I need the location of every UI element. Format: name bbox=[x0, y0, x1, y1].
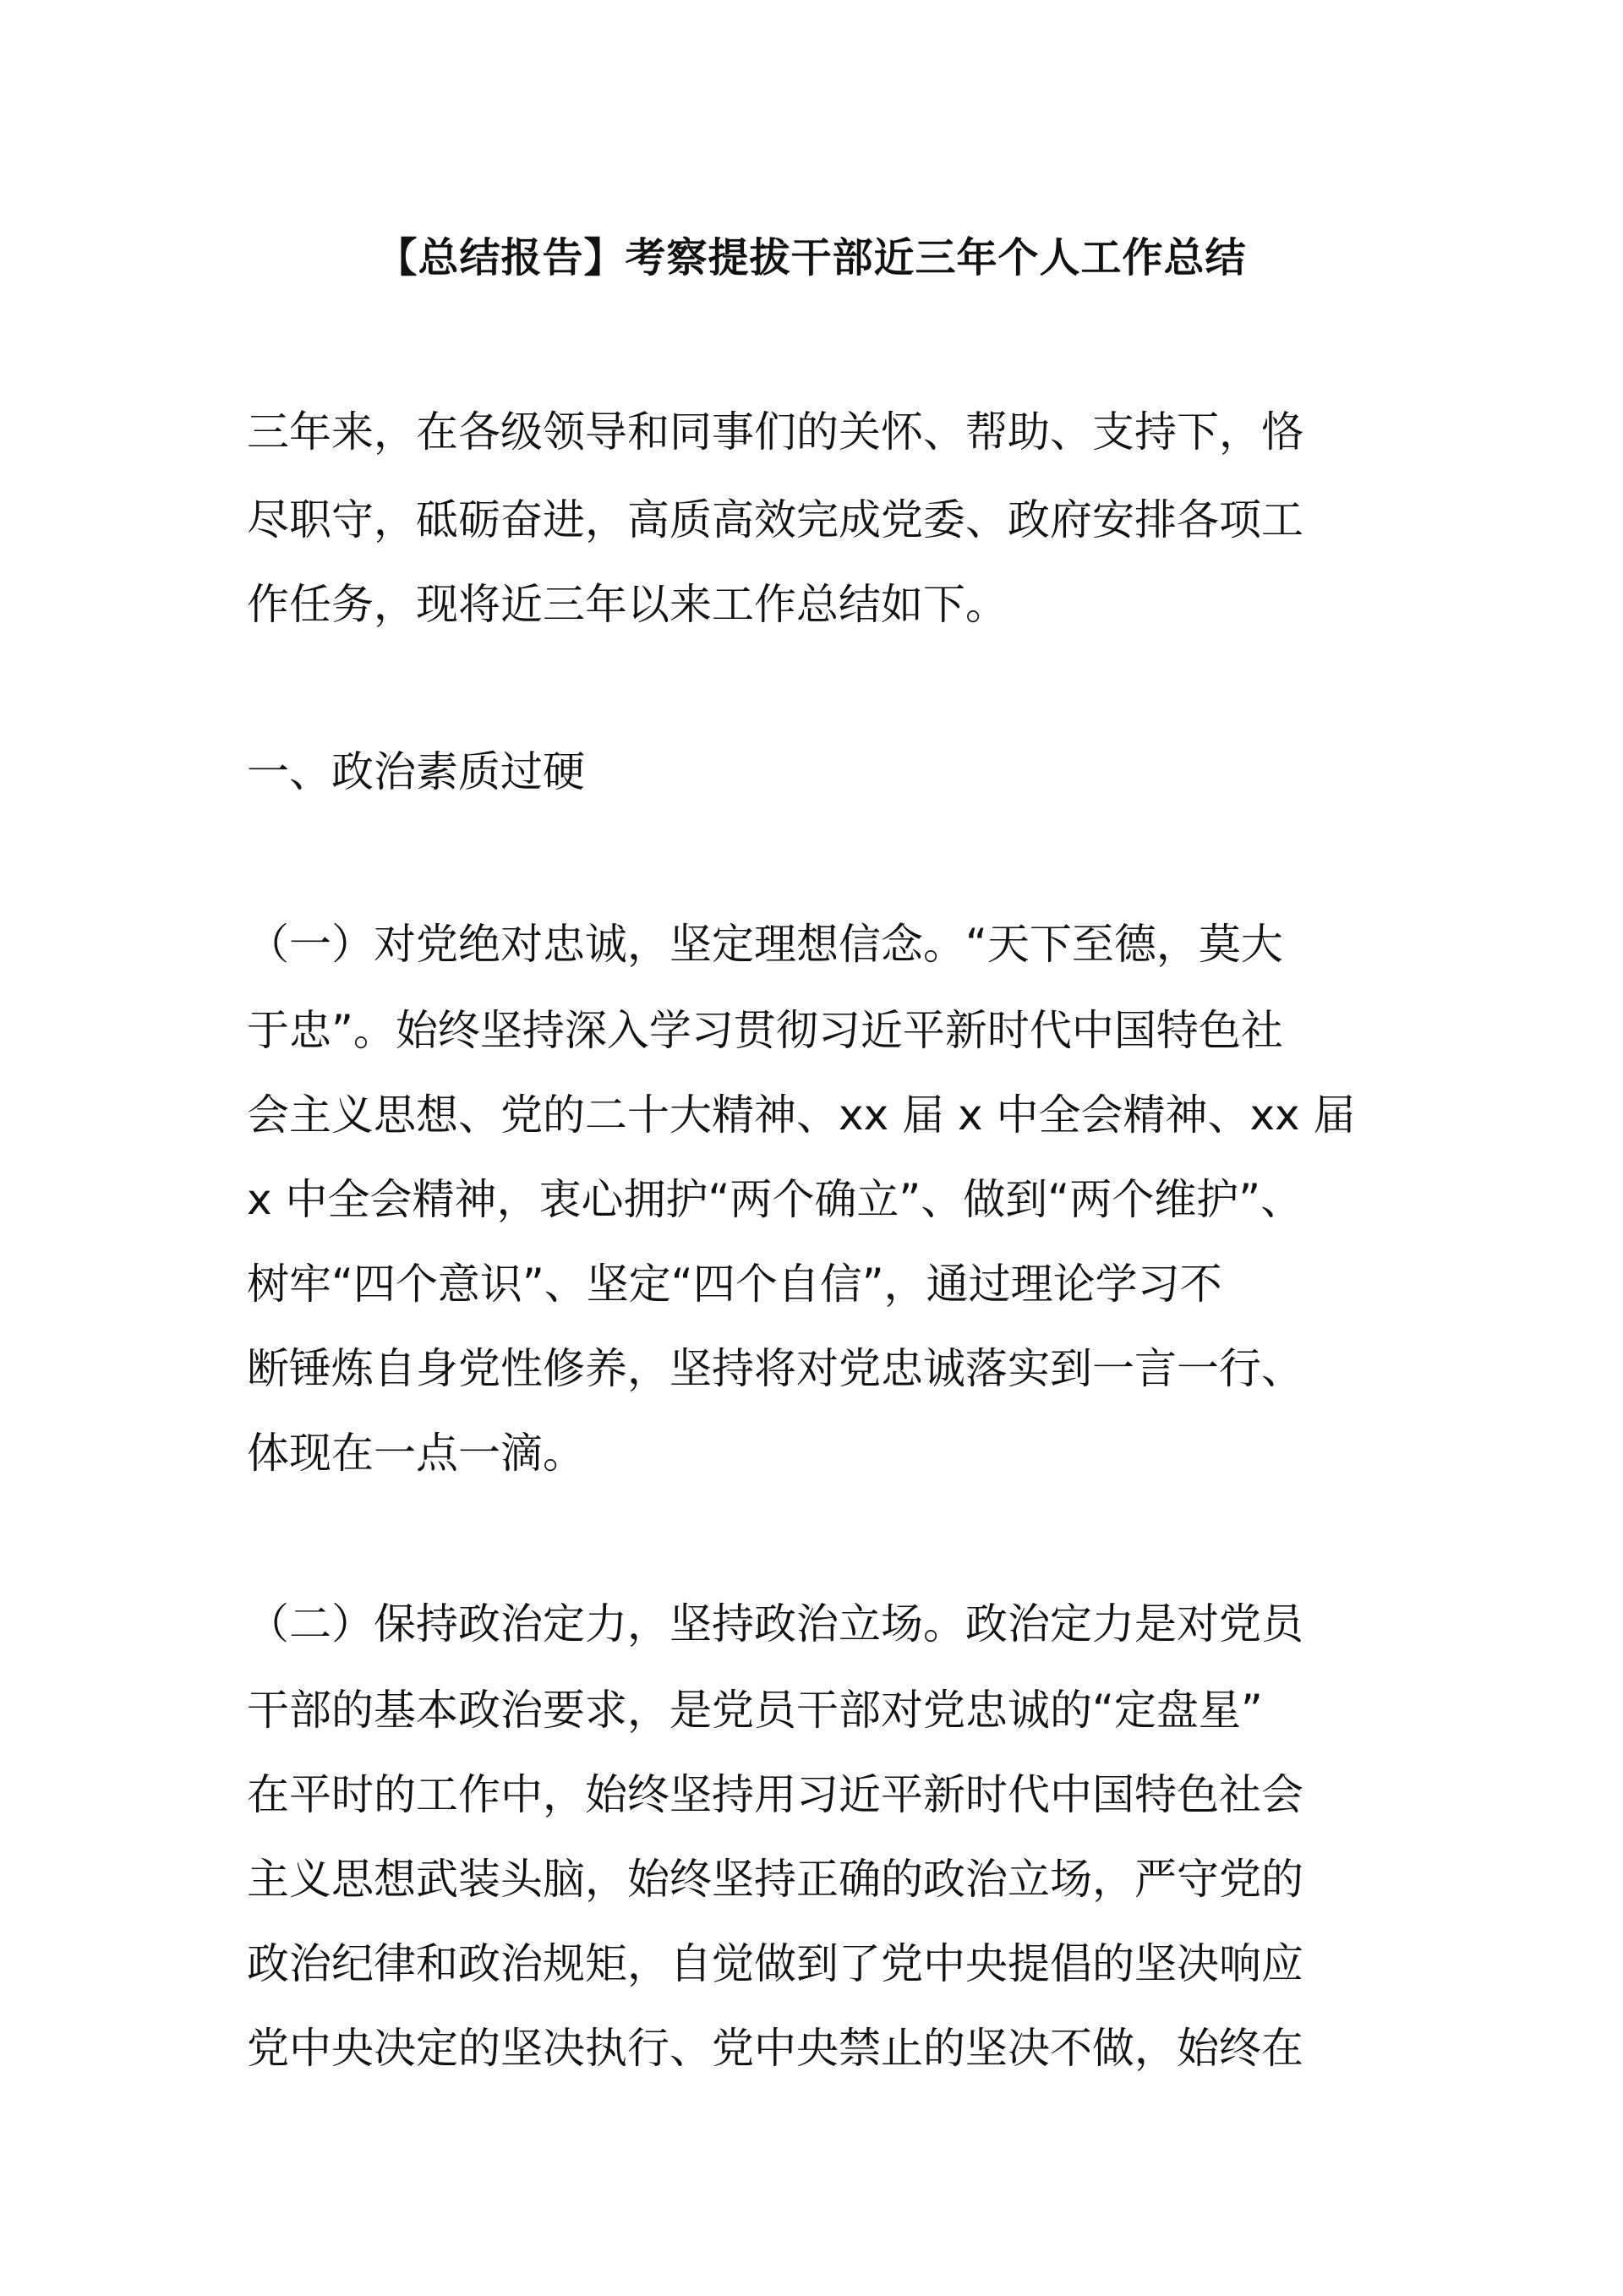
para1-line-5: 树牢“四个意识”、坚定“四个自信”，通过理论学习不 bbox=[247, 1260, 1222, 1309]
para2-line-3: 在平时的工作中，始终坚持用习近平新时代中国特色社会 bbox=[247, 1770, 1303, 1819]
intro-line-1: 三年来，在各级领导和同事们的关怀、帮助、支持下，恪 bbox=[247, 407, 1303, 456]
para2-line-6: 党中央决定的坚决执行、党中央禁止的坚决不做，始终在 bbox=[247, 2024, 1303, 2073]
intro-line-3: 作任务，现将近三年以来工作总结如下。 bbox=[247, 580, 1008, 629]
intro-line-2: 尽职守，砥砺奋进，高质高效完成党委、政府安排各项工 bbox=[247, 495, 1303, 544]
para1-line-6: 断锤炼自身党性修养，坚持将对党忠诚落实到一言一行、 bbox=[247, 1344, 1303, 1393]
para2-line-5: 政治纪律和政治规矩，自觉做到了党中央提倡的坚决响应 bbox=[247, 1939, 1303, 1988]
para2-line-1: （二）保持政治定力，坚持政治立场。政治定力是对党员 bbox=[247, 1599, 1303, 1648]
section-heading-1: 一、政治素质过硬 bbox=[247, 747, 585, 796]
para1-line-3: 会主义思想、党的二十大精神、xx 届 x 中全会精神、xx 届 bbox=[247, 1091, 1356, 1140]
para1-line-2: 于忠”。始终坚持深入学习贯彻习近平新时代中国特色社 bbox=[247, 1006, 1283, 1055]
para2-line-2: 干部的基本政治要求，是党员干部对党忠诚的“定盘星” bbox=[247, 1686, 1263, 1735]
para2-line-4: 主义思想武装头脑，始终坚持正确的政治立场，严守党的 bbox=[247, 1855, 1303, 1904]
document-title: 【总结报告】考察提拔干部近三年个人工作总结 bbox=[376, 234, 1247, 282]
para1-line-7: 体现在一点一滴。 bbox=[247, 1429, 585, 1478]
para1-line-4: x 中全会精神，衷心拥护“两个确立”、做到“两个维护”、 bbox=[247, 1175, 1303, 1224]
para1-line-1: （一）对党绝对忠诚，坚定理想信念。“天下至德，莫大 bbox=[247, 920, 1283, 969]
